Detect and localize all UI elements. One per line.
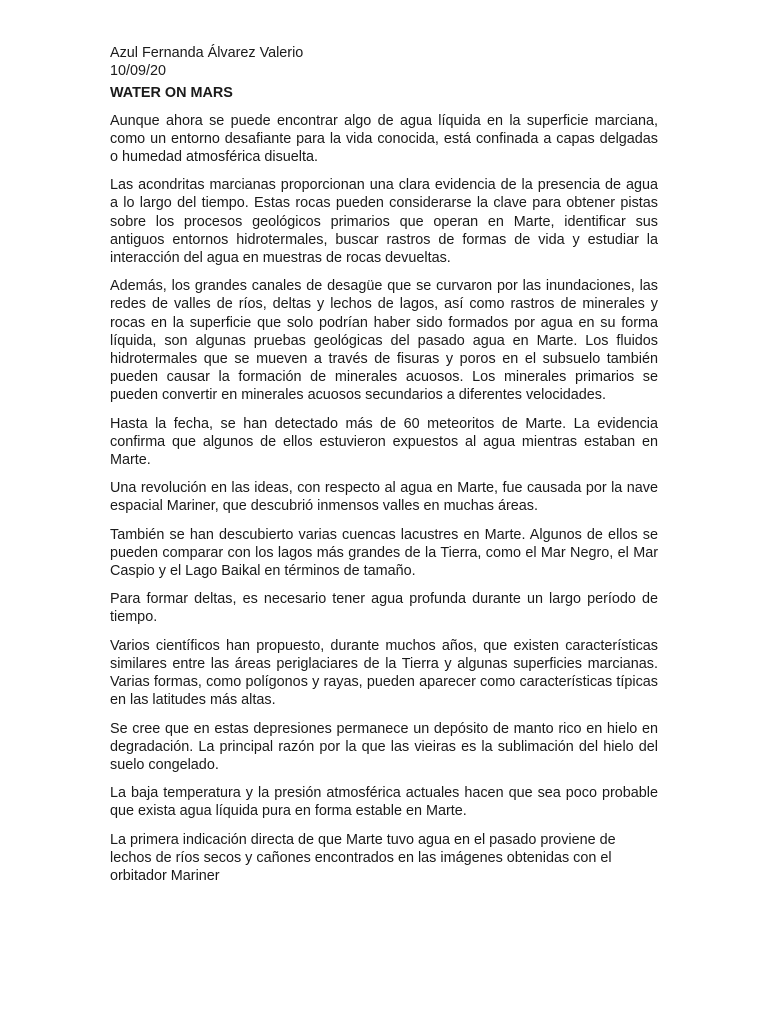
paragraph: Una revolución en las ideas, con respecto al agua en Marte, fue causada por la nave espacial Mariner, que descubrió inmensos valles en muchas áreas.: [110, 480, 658, 515]
paragraph: Aunque ahora se puede encontrar algo de agua líquida en la superficie marciana, como un entorno desafiante para la vida conocida, está confinada a capas delgadas o humedad atmosférica disuelta.: [110, 112, 658, 166]
paragraph: La primera indicación directa de que Marte tuvo agua en el pasado proviene de lechos de ríos secos y cañones encontrados en las imágenes obtenidas con el orbitador Mariner: [110, 831, 616, 884]
document-page: [110, 44, 658, 895]
paragraph: También se han descubierto varias cuencas lacustres en Marte. Algunos de ellos se pueden comparar con los lagos más grandes de la Tierra, como el Mar Negro, el Mar Caspio y el Lago Baikal en términos de tamaño.: [110, 526, 658, 580]
paragraph: Para formar deltas, es necesario tener agua profunda durante un largo período de tiempo.: [110, 591, 658, 626]
paragraph: Varios científicos han propuesto, durante muchos años, que existen características similares entre las áreas periglaciares de la Tierra y algunas superficies marcianas. Varias formas, como polígonos y rayas, pueden aparecer como características típicas en las latitudes más altas.: [110, 637, 658, 709]
paragraph: La baja temperatura y la presión atmosférica actuales hacen que sea poco probable que exista agua líquida pura en forma estable en Marte.: [110, 785, 658, 820]
paragraph: Las acondritas marcianas proporcionan una clara evidencia de la presencia de agua a lo largo del tiempo. Estas rocas pueden considerarse la clave para obtener pistas sobre los procesos geológicos primarios que operan en Marte, identificar sus antiguos entornos hidrotermales, buscar rastros de formas de vida y estudiar la interacción del agua en muestras de rocas devueltas.: [110, 177, 658, 267]
author-name: Azul Fernanda Álvarez Valerio: [110, 45, 304, 61]
paragraph: Se cree que en estas depresiones permanece un depósito de manto rico en hielo en degradación. La principal razón por la que las vieiras es la sublimación del hielo del suelo congelado.: [110, 720, 658, 773]
paragraph: Hasta la fecha, se han detectado más de 60 meteoritos de Marte. La evidencia confirma que algunos de ellos estuvieron expuestos al agua mientras estaban en Marte.: [110, 415, 658, 469]
document-date: 10/09/20: [110, 63, 167, 80]
paragraph: Además, los grandes canales de desagüe que se curvaron por las inundaciones, las redes de valles de ríos, deltas y lechos de lagos, así como rastros de minerales y rocas en la superficie que solo podrían haber sido formados por agua en su forma líquida, son algunas pruebas geológicas del pasado agua en Marte. Los fluidos hidrotermales que se mueven a través de fisuras y poros en el subsuelo también pueden causar la formación de minerales acuosos. Los minerales primarios se pueden convertir en minerales acuosos secundarios a diferentes velocidades.: [110, 278, 658, 404]
document-title: WATER ON MARS: [110, 85, 233, 102]
